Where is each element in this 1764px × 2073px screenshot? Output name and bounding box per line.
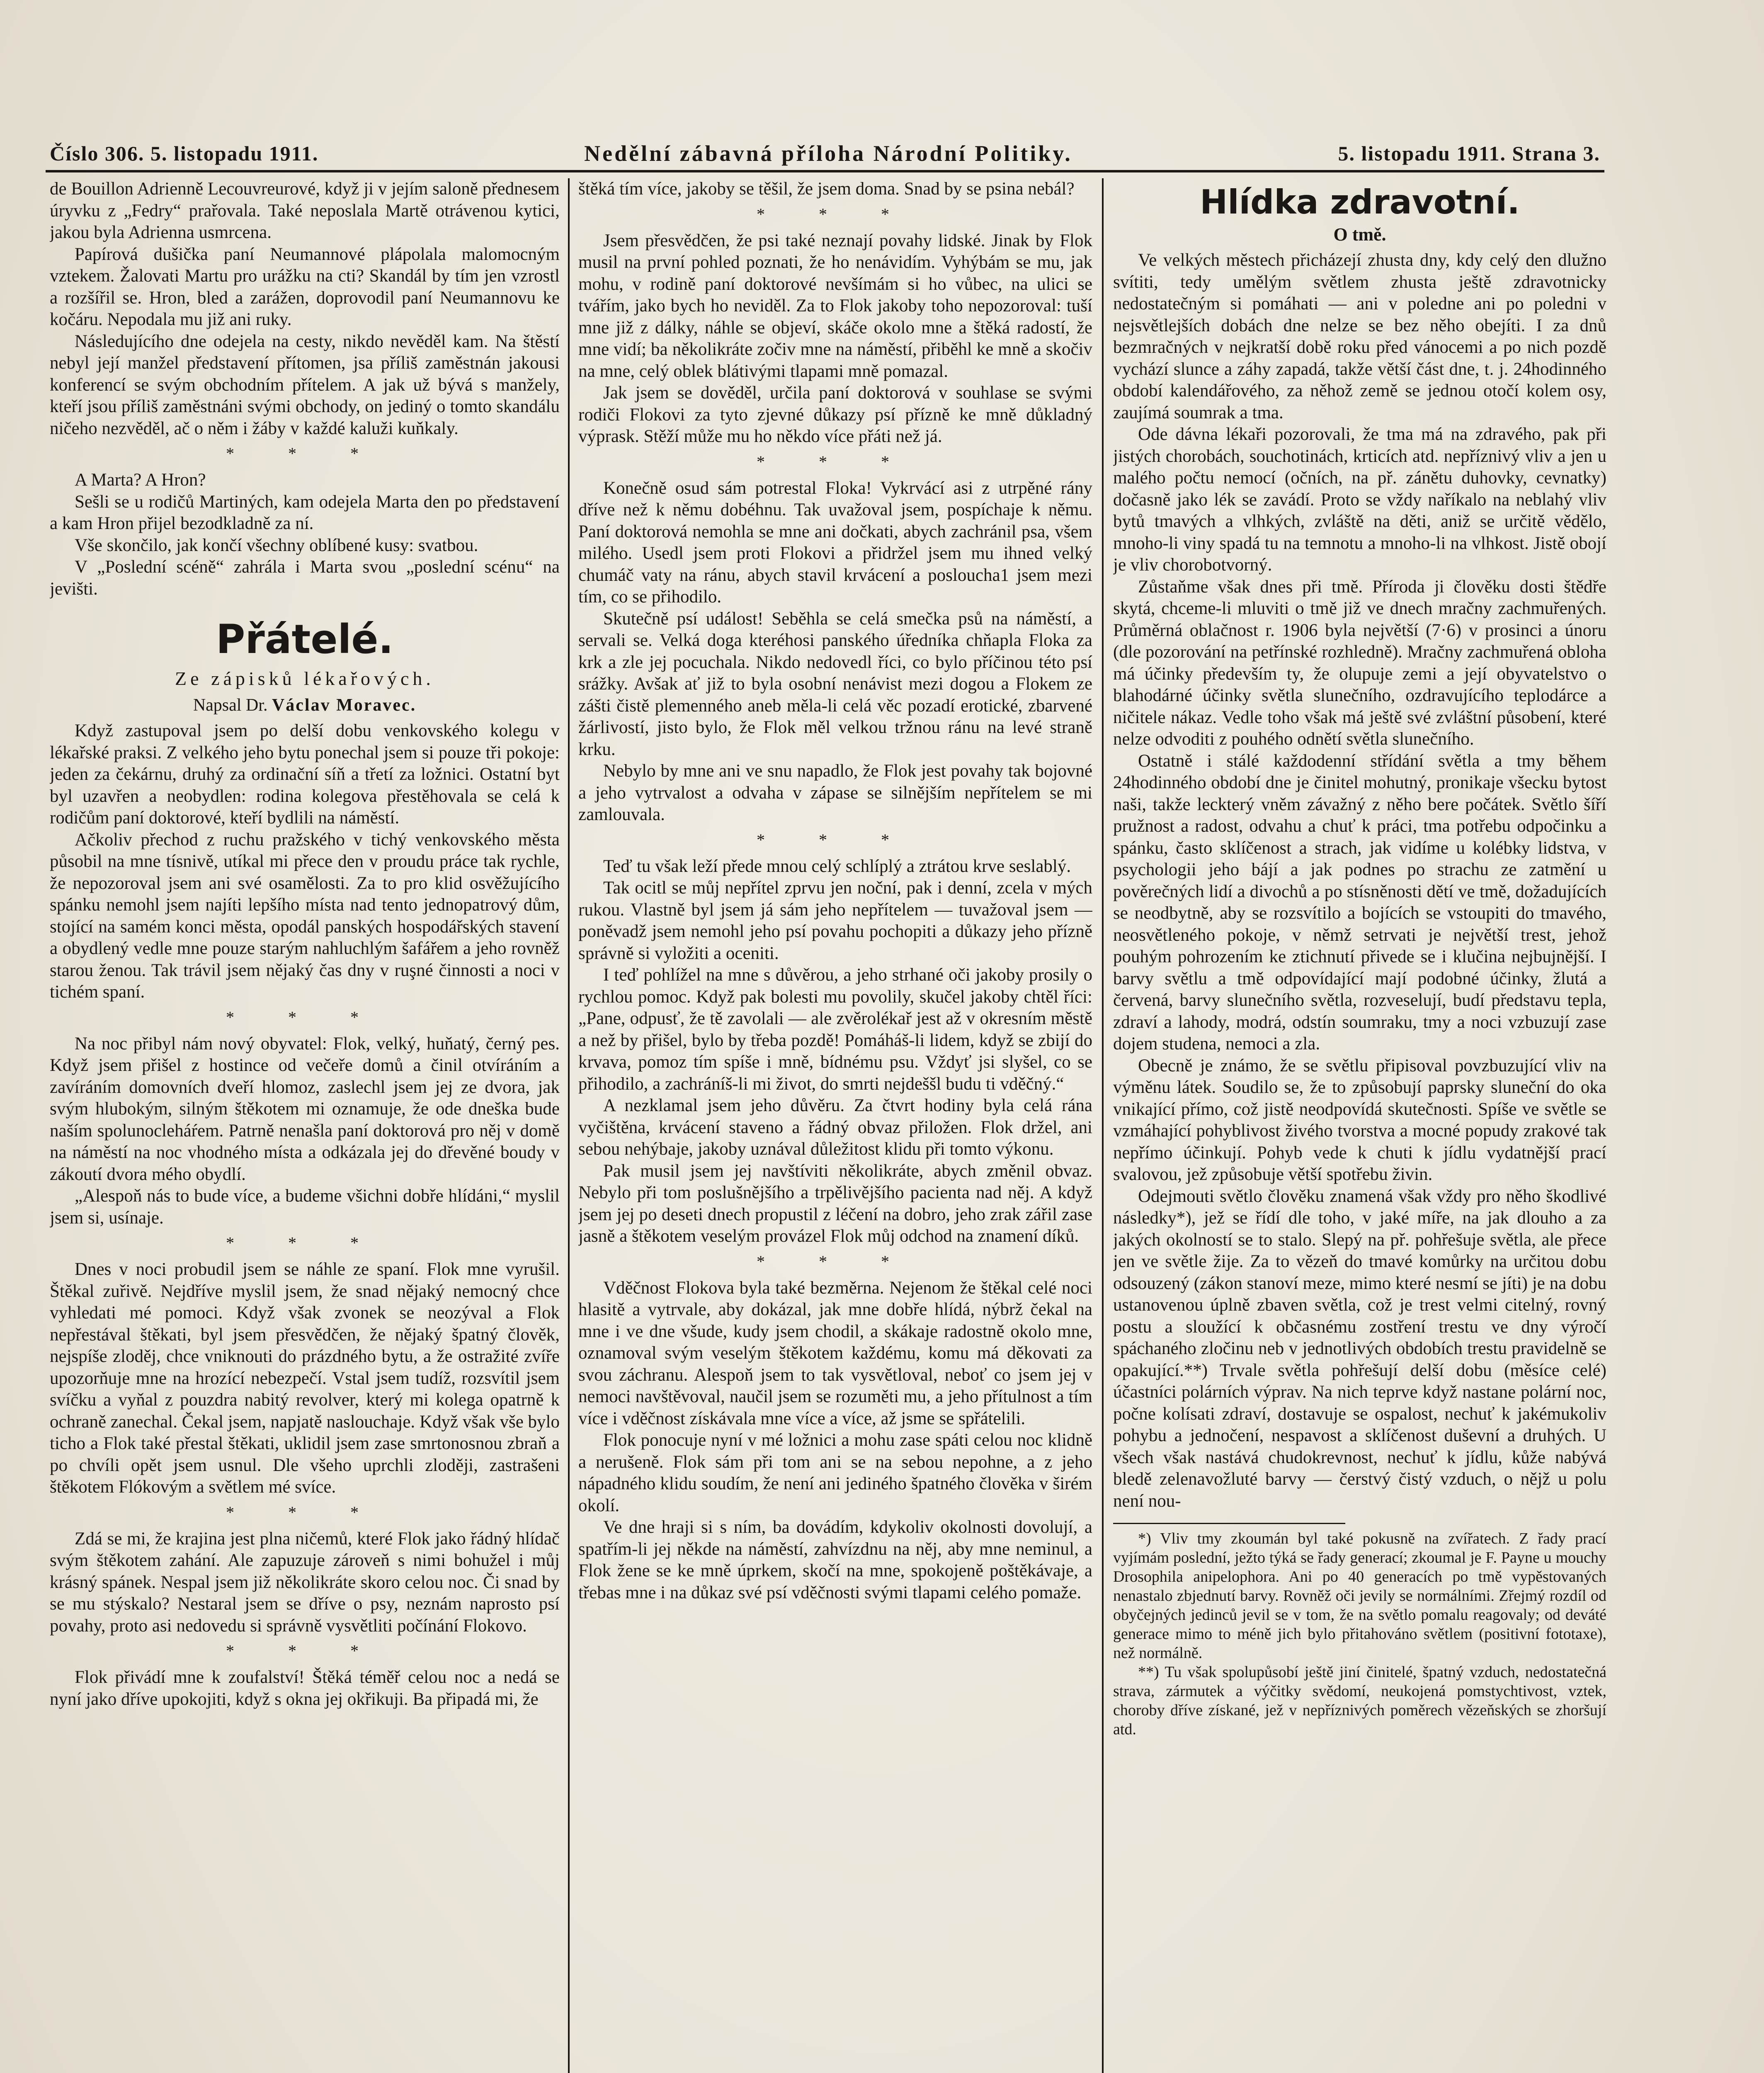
section-separator: * * *	[757, 1252, 914, 1271]
paragraph: Papírová dušička paní Neumannové plápolala malomocným vztekem. Žalovati Martu pro urážku na cti? Skandál by tím jen vzrostl a rozšířil se. Hron, bled a zarážen, doprovodil paní Neumannovu ke kočáru. Nepodala mu již ani ruky.	[50, 244, 560, 329]
paragraph: Ode dávna lékaři pozorovali, že tma má na zdravého, pak při jistých chorobách, souchotinách, krticích atd. nepříznivý vliv a jen u malého počtu nemocí (očních, na př. zánětu duhovky, cevnatky) dočasně jako lék se zavádí. Proto se vždy naříkalo na neblahý vliv bytů tmavých a vlhkých, zvláště na děti, aniž se určitě vědělo, mnoho-li viny spadá tu na temnotu a mnoho-li na vlhkost. Jistě obojí je vliv chorobotvorný.	[1113, 425, 1606, 575]
paragraph: Když zastupoval jsem po delší dobu venkovského kolegu v lékařské praksi. Z velkého jeho bytu ponechal jsem si pouze tři pokoje: jeden za čekárnu, druhý za ordinační síň a třetí za ložnici. Ostatní byt byl uzavřen a neobydlen: rodina kolegova přestěhovala se celá k rodičům paní doktorové, kteří bydlili na náměstí.	[50, 721, 560, 828]
section-separator: * * *	[226, 1503, 383, 1522]
paragraph: Jak jsem se dověděl, určila paní doktorová v souhlase se svými rodiči Flokovi za tyto zjevné důkazy psí přízně ke mně důkladný výprask. Stěží může mu ho někdo více přáti než já.	[578, 383, 1092, 446]
footnote: *) Vliv tmy zkoumán byl také pokusně na zvířatech. Z řady prací vyjímám poslední, ježto týká se řady generací; zkoumal je F. Payne u mouchy Drosophila anipelophora. Ani po 40 generacích po tmě vypěstovaných nenastalo zbjednutí barvy. Rovněž oči jevily se normálními. Zřejmý rozdíl od obyčejných jedinců jevil se v tom, že na světlo pomalu reagovaly; od deváté generace mimo to méně jich bylo přitahováno světlem (positivní fototaxe), než normálně.	[1113, 1530, 1606, 1662]
footnote: **) Tu však spolupůsobí ještě jiní činitelé, špatný vzduch, nedostatečná strava, zármutek a výčitky svědomí, neukojená pomstychtivost, vztek, choroby dříve získané, jež v nepříznivých poměrech vězeňských se zhoršují atd.	[1113, 1663, 1606, 1738]
paragraph: Flok ponocuje nyní v mé ložnici a mohu zase spáti celou noc klidně a nerušeně. Flok sám při tom ani se na sebou nepohne, a z jeho nápadného klidu soudím, že není ani jediného špatného člověka v širém okolí.	[578, 1430, 1092, 1515]
header-publication-title: Nedělní zábavná příloha Národní Politiky.	[584, 141, 1072, 166]
paragraph: I teď pohlížel na mne s důvěrou, a jeho strhané oči jakoby prosily o rychlou pomoc. Když pak bolesti mu povolily, skučel jakoby chtěl říci: „Pane, odpusť, že tě zavolali — ale zvěrolékař jest až v okresním městě a než by přišel, bylo by třeba pozdě! Pomáháš-li lidem, když se zbijí do krvava, pomoz tím spíše i mně, bídnému psu. Vždyť jsi slyšel, co se přihodilo, a zachráníš-li mi život, do smrti nejdeššl budu ti vděčný.“	[578, 965, 1092, 1094]
column-2	[578, 178, 1092, 2073]
section-subtitle: O tmě.	[1333, 224, 1386, 245]
paragraph: de Bouillon Adrienně Lecouvreurové, když ji v jejím saloně přednesem úryvku z „Fedry“ prařovala. Také neposlala Martě otrávenou kytici, jakou byla Adrienna usmrcena.	[50, 179, 560, 242]
paragraph: štěká tím více, jakoby se těšil, že jsem doma. Snad by se psina nebál?	[578, 179, 1075, 199]
story-title: Přátelé.	[216, 616, 393, 663]
column-divider-1	[568, 178, 570, 2073]
section-separator: * * *	[226, 1007, 383, 1027]
paragraph: Následujícího dne odejela na cesty, nikdo nevěděl kam. Na štěstí nebyl její manžel představení přítomen, jsa příliš zaměstnán jakousi konferencí se svým obchodním přítelem. A jak už bývá s manžely, kteří jsou příliš zaměstnáni svými obchody, on jediný o tomto skandálu ničeho nezvěděl, ač o něm i žáby v každé kaluži kuňkaly.	[50, 331, 560, 438]
paragraph: Ačkoliv přechod z ruchu pražského v tichý venkovského města působil na mne tísnivě, utíkal mi přece den v proudu práce tak rychle, že nepozoroval jsem ani své osamělosti. Za to pro klid osvěžujícího spánku nemohl jsem najíti lepšího místa nad tento jednopatrový dům, stojící na samém konci města, opodál panských hospodářských stavení a obydlený vedle mne pouze starým nahluchlým šafářem a jeho rovněž starou ženou. Tak trávil jsem nějaký čas dny v ruşné činnosti a noci v tichém spaní.	[50, 830, 560, 1002]
paragraph: Nebylo by mne ani ve snu napadlo, že Flok jest povahy tak bojovné a jeho vytrvalost a odvaha v zápase se silnějším nepřítelem se mi zamlouvala.	[578, 761, 1092, 824]
paragraph: Vděčnost Flokova byla také bezměrna. Nejenom že štěkal celé noci hlasitě a vytrvale, aby dokázal, jak mne dobře hlídá, nýbrž čekal na mne i ve dne všude, kudy jsem chodil, a skákaje radostně okolo mne, oznamoval svým veselým štěkotem každému, komu má děkovati za svou záchranu. Alespoň jsem to tak vysvětloval, neboť co jsem jej v nemoci navštěvoval, naučil jsem se rozuměti mu, a jeho přítulnost a tím více i vděčnost získávala mne více a více, až jsme se spřátelili.	[578, 1278, 1092, 1428]
paragraph: Obecně je známo, že se světlu připisoval povzbuzující vliv na výměnu látek. Soudilo se, že to způsobují paprsky sluneční do oka vnikající přímo, což jistě neodpovídá skutečnosti. Spíše ve světle se vzmáhající pohyblivost živého tvorstva a mocné popudy zrakové tak nepřímo účinkují. Pohyb vede k chuti k jídlu vydatnější prací svalovou, jež způsobuje větší spotřebu živin.	[1113, 1056, 1606, 1184]
header-rule	[46, 170, 1604, 172]
page-header	[50, 137, 1600, 170]
paragraph: Flok přivádí mne k zoufalství! Štěká téměř celou noc a nedá se nyní jako dříve upokojiti, když s okna jej okřikuji. Ba připadá mi, že	[50, 1668, 560, 1709]
paragraph: Na noc přibyl nám nový obyvatel: Flok, velký, huňatý, černý pes. Když jsem přišel z hostince od večeře domů a činil otvíráním a zavíráním domovních dveří hlomoz, zaslechl jsem jej ze dvora, jak svým hlubokým, silným štěkotem mi oznamuje, že ode dneška bude naším spolunocleháŕem. Patrně nenašla paní doktorová pro něj v domě na náměstí na noc vhodného místa a odkázala jej do dřevěné boudy v zákoutí dvora mého obydlí.	[50, 1034, 560, 1184]
paragraph: A nezklamal jsem jeho důvěru. Za čtvrt hodiny byla celá rána vyčištěna, krvácení staveno a řádný obvaz přiložen. Flok držel, ani sebou nehýbaje, jakoby uznával důležitost klidu při tomto výkonu.	[578, 1096, 1092, 1159]
author-name: Václav Moravec.	[272, 696, 417, 715]
paragraph: Konečně osud sám potrestal Floka! Vykrvácí asi z utrpěné rány dříve než k němu dobéhnu. Tak uvažoval jsem, pospíchaje k němu. Paní doktorová nemohla se mne ani dočkati, abych zachránil psa, všem milého. Usedl jsem proti Flokovi a přidržel jsem mu ihned velký chumáč vaty na ránu, abych stavil krvácení a posloucha1 jsem mezi tím, co se přihodilo.	[578, 478, 1092, 607]
section-separator: * * *	[226, 444, 383, 463]
paragraph: „Alespoň nás to bude více, a budeme všichni dobře hlídáni,“ myslil jsem si, usínaje.	[50, 1186, 560, 1228]
section-separator: * * *	[757, 204, 914, 223]
footnote-rule	[1113, 1523, 1345, 1524]
paragraph: Vše skončilo, jak končí všechny oblíbené kusy: svatbou.	[75, 535, 478, 555]
paragraph: Odejmouti světlo člověku znamená však vždy pro něho škodlivé následky*), jež se řídí dle toho, v jaké míře, na jak dlouho a za jakých okolností se to stalo. Slepý na př. pohřešuje světla, ale přece jen ve světle žije. Za to vězeň do tmavé komůrky na určitou dobu odsouzený (zákon stanoví meze, mimo které nesmí se jíti) je na dobu ustanovenou úplně zbaven světla, což je trest velmi citelný, rovný postu a sloužící k občasnému zostření trestu ve dny výročí spáchaného zločinu neb v jednotlivých obdobích trestu pravidelně se opakující.**) Trvale světla pohřešují delší dobu (měsíce celé) účastníci polárních výprav. Na nich teprve když nastane polární noc, počne kolísati zdraví, dostavuje se ospalost, nechuť k jakémukoliv pohybu a jednočení, nespavost a sklíčenost duševní a druhých. U všech však nastává chudokrevnost, nechuť k jídlu, kůže nabývá bledě zelenavožluté barvy — čerstvý čistý vzduch, o nějž u polu není nou-	[1113, 1186, 1606, 1511]
story-subtitle: Ze zápisků lékařových.	[175, 668, 434, 689]
paragraph: Sešli se u rodičů Martiných, kam odejela Marta den po představení a kam Hron přijel bezodkladně za ní.	[50, 492, 560, 533]
section-separator: * * *	[757, 452, 914, 471]
paragraph: Tak ocitl se můj nepřítel zprvu jen noční, pak i denní, zcela v mých rukou. Vlastně byl jsem já sám jeho nepřítelem — tuvažoval jsem — poněvadž jsem nemohl jeho psí povahu pochopiti a důkazy jeho přízně správně si vyložiti a oceniti.	[578, 878, 1092, 963]
paragraph: Ostatně i stálé každodenní střídání světla a tmy během 24hodinného období dne je činitel mohutný, pronikaje všecku bytost naši, takže leckterý vněm závažný z něho bere počátek. Světlo šíří pružnost a radost, odvahu a chuť k práci, tma potřebu odpočinku a spánku, často sklíčenost a strach, jak vidíme u kolébky lidstva, v psychologii jeho bájí a jak podnes po strachu ze zatmění u pověrečných lidí a divochů a po stísněnosti dětí ve tmě, dožadujících se neodbytně, aby se rozsvítilo a bojících se vstoupiti do tmavého, neosvětleného pokoje, v němž setrvati je největší trest, jehož pouhým pohrozením ke ztichnutí přivede se i klučina nejbujnější. I barvy světlu a tmě odpovídající mají podobné účinky, žlutá a červená, barvy slunečního světla, rozveselují, budí představu tepla, zdraví a lahody, modrá, odstín soumraku, tmy a noci vzbuzují zase dojem studena, nemoci a zla.	[1113, 751, 1606, 1053]
author-prefix: Napsal Dr.	[193, 696, 268, 715]
paragraph: V „Poslední scéně“ zahrála i Marta svou „poslední scénu“ na jevišti.	[50, 557, 560, 599]
paragraph: Pak musil jsem jej navštíviti několikráte, abych změnil obvaz. Nebylo při tom poslušnějšího a trpělivějšího pacienta nad něj. A když jsem jej po deseti dnech propustil z léčení na dobro, jeho zrak zářil zase jasně a štěkotem veselým provázel Flok můj odchod na znamení díků.	[578, 1161, 1092, 1246]
header-date-page-right: 5. listopadu 1911. Strana 3.	[1338, 142, 1600, 165]
column-divider-2	[1102, 178, 1104, 2073]
paragraph: Teď tu však leží přede mnou celý schlíplý a ztrátou krve seslablý.	[603, 856, 1071, 876]
section-title: Hlídka zdravotní.	[1200, 183, 1520, 221]
column-1	[50, 178, 560, 2073]
paragraph: Ve dne hraji si s ním, ba dovádím, kdykoliv okolnosti dovolují, a spatřím-li jej někde na náměstí, zahvízdnu na něj, aby mne neminul, a Flok žene se ke mně úprkem, skočí na mne, spokojeně poštěkávaje, a třebas mne i na důkaz své psí vděčnosti svými tlapami celého pomaže.	[578, 1517, 1092, 1602]
paragraph: Dnes v noci probudil jsem se náhle ze spaní. Flok mne vyrušil. Štěkal zuřivě. Nejdříve myslil jsem, že snad nějaký nemocný chce vyhledati mé pomoci. Když však zvonek se neozýval a Flok nepřestával štěkati, byl jsem přesvědčen, že nějaký špatný člověk, nejspíše zloděj, chce vniknouti do prázdného bytu, a že ostražité zvíře upozorňuje mne na hrozící nebezpečí. Vstal jsem tudíž, rozsvítil jsem svíčku a vyňal z pouzdra nabitý revolver, který mi kolega opatrně k ochraně zanechal. Čekal jsem, napjatě naslouchaje. Když však vše bylo ticho a Flok také přestal štěkati, uklidil jsem zase smrtonosnou zbraň a po chvíli opět jsem usnul. Dle všeho uprchli zloději, zastrašeni štěkotem Flókovým a světlem mé svíce.	[50, 1260, 560, 1497]
paragraph: A Marta? A Hron?	[75, 470, 206, 490]
column-3	[1113, 178, 1606, 2073]
paragraph: Jsem přesvědčen, že psi také neznají povahy lidské. Jinak by Flok musil na první pohled poznati, že ho nenávidím. Vyhýbám se mu, jak mohu, v rodině paní doktorové nevšímám si ho vůbec, na ulici se tvářím, jako bych ho neviděl. Za to Flok jakoby toho nepozoroval: tuší mne již z dálky, náhle se objeví, skáče okolo mne a štěká radostí, že mne vidí; ba několikráte zočiv mne na náměstí, přiběhl ke mně a skočiv na mne, celý oblek blátivými tlapami mně pomazal.	[578, 231, 1092, 381]
paragraph: Ve velkých městech přicházejí zhusta dny, kdy celý den dlužno svítiti, tedy umělým světlem zhusta ještě zdravotnicky nedostatečným si pomáhati — ani v poledne ani po poledni v nejsvětlejších dobách dne nelze se bez něho obejíti. I za dnů bezmračných v nejkratší době roku před vánocemi a po nich pozdě vychází slunce a záhy zapadá, takže větší část dne, t. j. 24hodinného období kalendářového, za něhož země se jednou otočí kolem osy, zaujímá soumrak a tma.	[1113, 250, 1606, 422]
paragraph: Zůstaňme však dnes při tmě. Příroda ji člověku dosti štědře skytá, chceme-li mluviti o tmě již ve dnech mračny zachmuřených. Průměrná oblačnost r. 1906 byla největší (7·6) v prosinci a únoru (dle pozorování na petřínské rozhledně). Mračny zachmuřená obloha má účinky především ty, že olupuje zemi a její obyvatelstvo o blahodárné účinky světla slunečního, ozdravujícího teplodárce a ničitele nákaz. Vedle toho však má ještě své zvláštní působení, které nelze odvoditi z pouhého odnětí světla slunečního.	[1113, 577, 1606, 749]
section-separator: * * *	[757, 830, 914, 849]
header-issue-left: Číslo 306. 5. listopadu 1911.	[50, 142, 319, 165]
section-separator: * * *	[226, 1641, 383, 1660]
section-separator: * * *	[226, 1233, 383, 1252]
paragraph: Skutečně psí událost! Seběhla se celá smečka psů na náměstí, a servali se. Velká doga kteréhosi panského úředníka chňapla Floka za krk a zle jej pocuchala. Nikdo nedovedl říci, co bylo příčinou této psí srážky. Avšak ať již to byla osobní nenávist mezi dogou a Flokem ze zášti čistě plemenného aneb měla-li celá věc pozadí erotické, zbarvené žárlivostí, jisto bylo, že Flok měl velkou tržnou ránu na levé straně krku.	[578, 609, 1092, 759]
story-author	[50, 693, 560, 718]
paragraph: Zdá se mi, že krajina jest plna ničemů, které Flok jako řádný hlídač svým štěkotem zahání. Ale zapuzuje zároveň s nimi bohužel i můj krásný spánek. Nespal jsem již několikráte skoro celou noc. Či snad by se mu stýskalo? Nestaral jsem se dříve o psy, neznám naprosto psí povahy, proto asi nedovedu si správně vysvětliti počínání Flokovo.	[50, 1529, 560, 1636]
